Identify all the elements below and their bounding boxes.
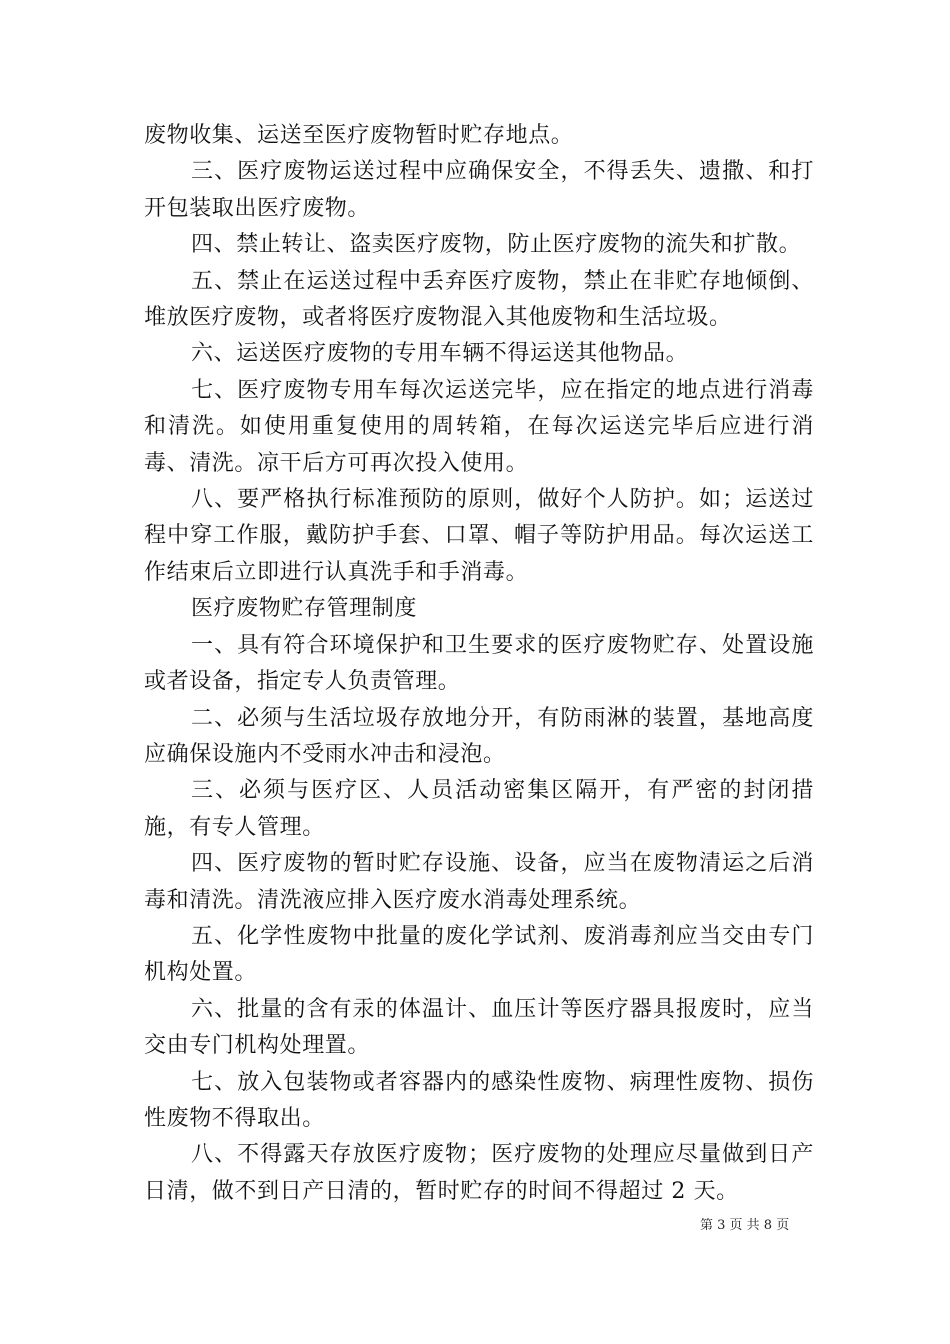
paragraph: 一、具有符合环境保护和卫生要求的医疗废物贮存、处置设施或者设备，指定专人负责管理。	[144, 632, 814, 695]
paragraph: 五、禁止在运送过程中丢弃医疗废物，禁止在非贮存地倾倒、堆放医疗废物，或者将医疗废物混入其他废物和生活垃圾。	[144, 268, 814, 331]
paragraph: 四、医疗废物的暂时贮存设施、设备，应当在废物清运之后消毒和清洗。清洗液应排入医疗废水消毒处理系统。	[144, 851, 814, 913]
section-heading: 医疗废物贮存管理制度	[191, 596, 418, 622]
page-number-footer: 第 3 页 共 8 页	[700, 1218, 790, 1233]
paragraph: 六、批量的含有汞的体温计、血压计等医疗器具报废时，应当交由专门机构处理置。	[144, 996, 814, 1059]
paragraph: 三、必须与医疗区、人员活动密集区隔开，有严密的封闭措施，有专人管理。	[144, 778, 814, 840]
document-body	[144, 118, 814, 1210]
paragraph: 五、化学性废物中批量的废化学试剂、废消毒剂应当交由专门机构处置。	[144, 923, 814, 986]
paragraph: 八、要严格执行标准预防的原则，做好个人防护。如；运送过程中穿工作服，戴防护手套、口罩、帽子等防护用品。每次运送工作结束后立即进行认真洗手和手消毒。	[144, 487, 814, 585]
paragraph: 七、放入包装物或者容器内的感染性废物、病理性废物、损伤性废物不得取出。	[144, 1069, 814, 1131]
paragraph: 七、医疗废物专用车每次运送完毕，应在指定的地点进行消毒和清洗。如使用重复使用的周转箱，在每次运送完毕后应进行消毒、清洗。凉干后方可再次投入使用。	[144, 377, 814, 476]
paragraph: 二、必须与生活垃圾存放地分开，有防雨淋的装置，基地高度应确保设施内不受雨水冲击和浸泡。	[144, 705, 814, 767]
paragraph: 四、禁止转让、盗卖医疗废物，防止医疗废物的流失和扩散。	[191, 232, 802, 258]
paragraph: 八、不得露天存放医疗废物；医疗废物的处理应尽量做到日产日清，做不到日产日清的，暂时贮存的时间不得超过 2 天。	[144, 1142, 814, 1204]
paragraph: 三、医疗废物运送过程中应确保安全，不得丢失、遗撒、和打开包装取出医疗废物。	[144, 159, 814, 221]
paragraph: 废物收集、运送至医疗废物暂时贮存地点。	[144, 123, 574, 148]
paragraph: 六、运送医疗废物的专用车辆不得运送其他物品。	[191, 341, 689, 367]
